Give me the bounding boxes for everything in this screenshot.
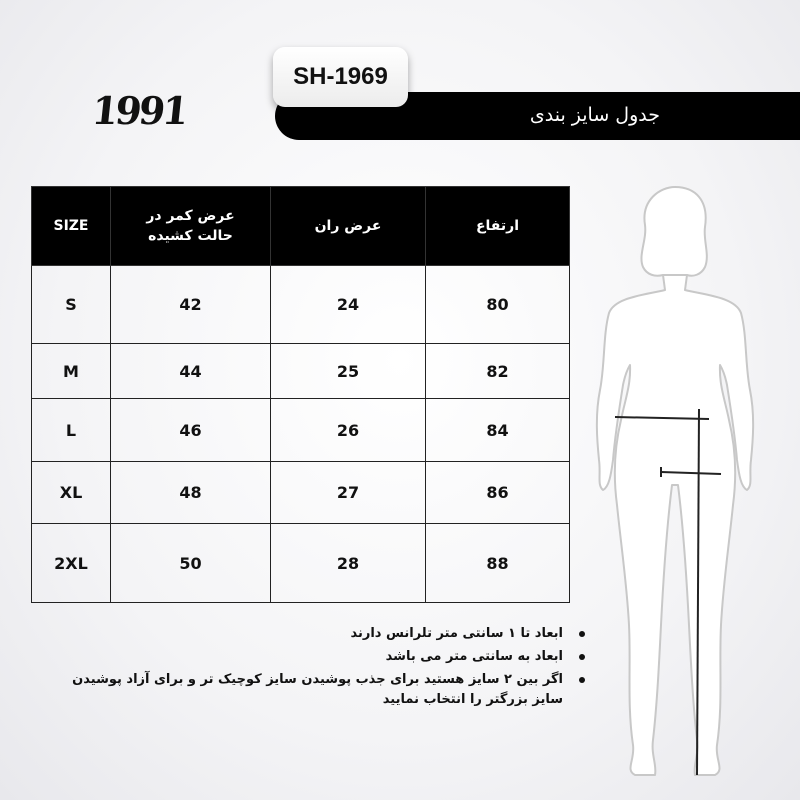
note-item: ابعاد به سانتی متر می باشد (40, 647, 585, 667)
cell-size: M (32, 344, 111, 399)
cell-thigh: 28 (271, 524, 426, 603)
cell-height: 88 (426, 524, 570, 603)
cell-waist: 48 (111, 462, 271, 524)
header-height: ارتفاع (426, 187, 570, 266)
cell-waist: 44 (111, 344, 271, 399)
size-chart-table (31, 186, 570, 603)
page-title: جدول سایز بندی (529, 104, 660, 126)
table-header-row (32, 187, 570, 266)
cell-waist: 42 (111, 266, 271, 344)
header-waist-width: عرض کمر در حالت کشیده (111, 187, 271, 266)
header-size: SIZE (32, 187, 111, 266)
note-item: ابعاد تا ۱ سانتی متر تلرانس دارند (40, 624, 585, 644)
cell-thigh: 24 (271, 266, 426, 344)
table-row (32, 462, 570, 524)
silhouette-outline (597, 187, 753, 775)
cell-thigh: 27 (271, 462, 426, 524)
cell-thigh: 25 (271, 344, 426, 399)
table-row (32, 399, 570, 462)
cell-height: 82 (426, 344, 570, 399)
table-row (32, 524, 570, 603)
cell-size: L (32, 399, 111, 462)
notes-list (40, 624, 605, 713)
cell-height: 80 (426, 266, 570, 344)
header-thigh-width: عرض ران (271, 187, 426, 266)
product-code-badge (273, 47, 408, 107)
table-row (32, 344, 570, 399)
cell-thigh: 26 (271, 399, 426, 462)
body-silhouette-figure (575, 185, 775, 785)
note-item: اگر بین ۲ سایز هستید برای جذب پوشیدن سایز کوچیک تر و برای آزاد پوشیدن سایز بزرگتر را انتخاب نمایید (40, 670, 585, 710)
cell-size: S (32, 266, 111, 344)
cell-height: 84 (426, 399, 570, 462)
table-row (32, 266, 570, 344)
cell-waist: 50 (111, 524, 271, 603)
cell-height: 86 (426, 462, 570, 524)
cell-waist: 46 (111, 399, 271, 462)
cell-size: 2XL (32, 524, 111, 603)
product-code: SH-1969 (293, 63, 388, 90)
cell-size: XL (32, 462, 111, 524)
brand-logo: 1991 (89, 88, 189, 133)
